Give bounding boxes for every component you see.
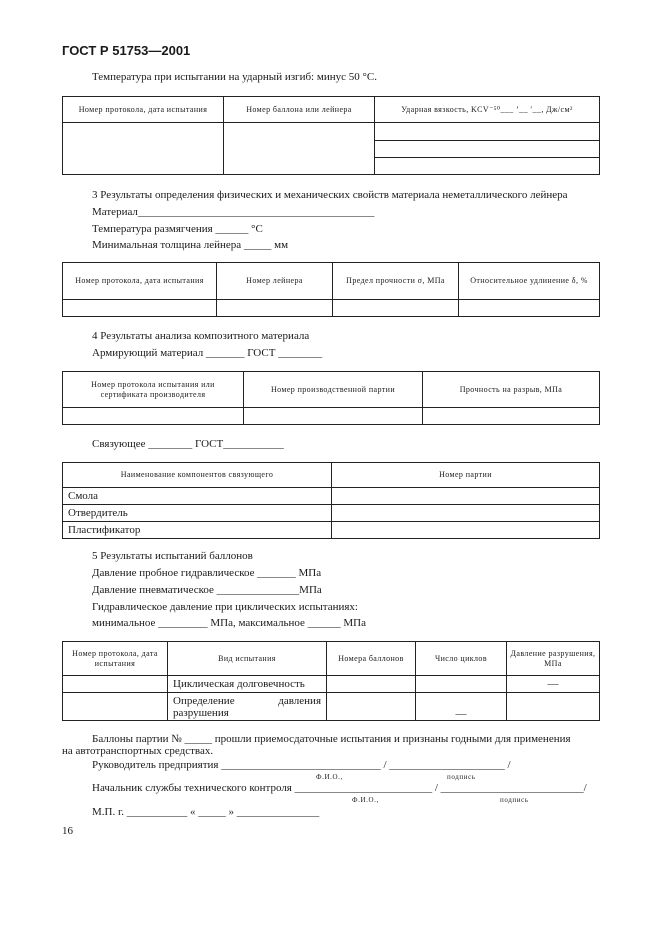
fio-caption-2: Ф.И.О.,	[352, 796, 379, 804]
t4-header-batch: Номер партии	[332, 463, 600, 488]
t1-cell	[224, 123, 375, 175]
t5-row2-word3: разрушения	[173, 706, 229, 719]
t2-header-elongation: Относительное удлинение δ, %	[459, 263, 600, 300]
softening-temperature-field: Температура размягчения ______ °С	[92, 223, 263, 235]
t5-header-cycles: Число циклов	[416, 642, 507, 676]
seal-and-date: М.П. г. ___________ « _____ » _______________	[92, 806, 320, 818]
t5-header-test-type: Вид испытания	[168, 642, 327, 676]
t5-row2-word1: Определение	[173, 694, 235, 707]
t5-cell	[63, 676, 168, 693]
fio-caption-1: Ф.И.О.,	[316, 773, 343, 781]
t5-cell	[327, 693, 416, 721]
section-4-title: 4 Результаты анализа композитного материала	[92, 330, 310, 342]
t2-cell	[63, 300, 217, 317]
t1-header-protocol: Номер протокола, дата испытания	[63, 97, 224, 123]
acceptance-statement-cont: на автотранспортных средствах.	[62, 745, 214, 757]
t1-cell	[375, 123, 600, 141]
t1-header-impact: Ударная вязкость, KCV⁻⁵⁰___ ʼ__ ʹ__, Дж/см²	[375, 97, 600, 123]
t5-row-cyclic-durability: Циклическая долговечность	[168, 676, 327, 693]
t5-row2-word2: давления	[278, 694, 321, 707]
t5-dash: —	[507, 676, 600, 693]
t1-cell	[375, 141, 600, 158]
t2-cell	[217, 300, 333, 317]
t4-row-resin: Смола	[63, 488, 332, 505]
t2-header-strength: Предел прочности σ, МПа	[333, 263, 459, 300]
signature-caption-2: подпись	[500, 796, 529, 804]
section-5-title: 5 Результаты испытаний баллонов	[92, 550, 253, 562]
t3-header-protocol: Номер протокола испытания или сертификата производителя	[63, 372, 244, 408]
liner-properties-table	[62, 262, 600, 317]
t2-cell	[333, 300, 459, 317]
pneumatic-pressure-field: Давление пневматическое _______________МПа	[92, 584, 322, 596]
t1-cell	[375, 158, 600, 175]
enterprise-head-signature: Руководитель предприятия _____________________________ / _____________________ /	[92, 759, 511, 771]
signature-caption-1: подпись	[447, 773, 476, 781]
t5-cell	[507, 693, 600, 721]
cylinder-tests-table	[62, 641, 600, 721]
t3-cell	[63, 408, 244, 425]
reinforcing-material-field: Армирующий материал _______ ГОСТ ________	[92, 347, 323, 359]
t3-header-tensile: Прочность на разрыв, МПа	[423, 372, 600, 408]
t4-header-component: Наименование компонентов связующего	[63, 463, 332, 488]
acceptance-statement: Баллоны партии № _____ прошли приемосдаточные испытания и признаны годными для применения	[92, 733, 571, 745]
binder-field: Связующее ________ ГОСТ___________	[92, 438, 284, 450]
t5-row-burst-determination	[168, 693, 327, 721]
t3-cell	[423, 408, 600, 425]
t1-header-cylinder: Номер баллона или лейнера	[224, 97, 375, 123]
t4-row-plasticizer: Пластификатор	[63, 522, 332, 539]
t4-cell	[332, 522, 600, 539]
composite-table	[62, 371, 600, 425]
t2-cell	[459, 300, 600, 317]
section-3-title: 3 Результаты определения физических и механических свойств материала неметаллического лейнера	[92, 189, 568, 201]
min-max-pressure-field: минимальное _________ МПа, максимальное ______ МПа	[92, 617, 366, 629]
material-field: Материал___________________________________________	[92, 206, 375, 218]
t4-cell	[332, 488, 600, 505]
quality-control-head-signature: Начальник службы технического контроля _________________________ / __________________________/	[92, 782, 587, 794]
t1-cell	[63, 123, 224, 175]
t5-dash: —	[416, 693, 507, 721]
t4-row-hardener: Отвердитель	[63, 505, 332, 522]
t5-header-cylinders: Номера баллонов	[327, 642, 416, 676]
t5-header-protocol: Номер протокола, дата испытания	[63, 642, 168, 676]
t2-header-liner: Номер лейнера	[217, 263, 333, 300]
t2-header-protocol: Номер протокола, дата испытания	[63, 263, 217, 300]
t5-cell	[63, 693, 168, 721]
document-header: ГОСТ Р 51753—2001	[62, 43, 191, 58]
t5-cell	[416, 676, 507, 693]
min-thickness-field: Минимальная толщина лейнера _____ мм	[92, 239, 289, 251]
cyclic-pressure-label: Гидравлическое давление при циклических испытаниях:	[92, 601, 358, 613]
t3-cell	[244, 408, 423, 425]
t5-header-burst-pressure: Давление разрушения, МПа	[507, 642, 600, 676]
binder-components-table	[62, 462, 600, 539]
t3-header-batch: Номер производственной партии	[244, 372, 423, 408]
t5-cell	[327, 676, 416, 693]
t4-cell	[332, 505, 600, 522]
hydraulic-pressure-field: Давление пробное гидравлическое _______ МПа	[92, 567, 322, 579]
impact-test-temperature: Температура при испытании на ударный изгиб: минус 50 °С.	[92, 71, 377, 83]
impact-strength-table	[62, 96, 600, 175]
page-number: 16	[62, 825, 73, 837]
